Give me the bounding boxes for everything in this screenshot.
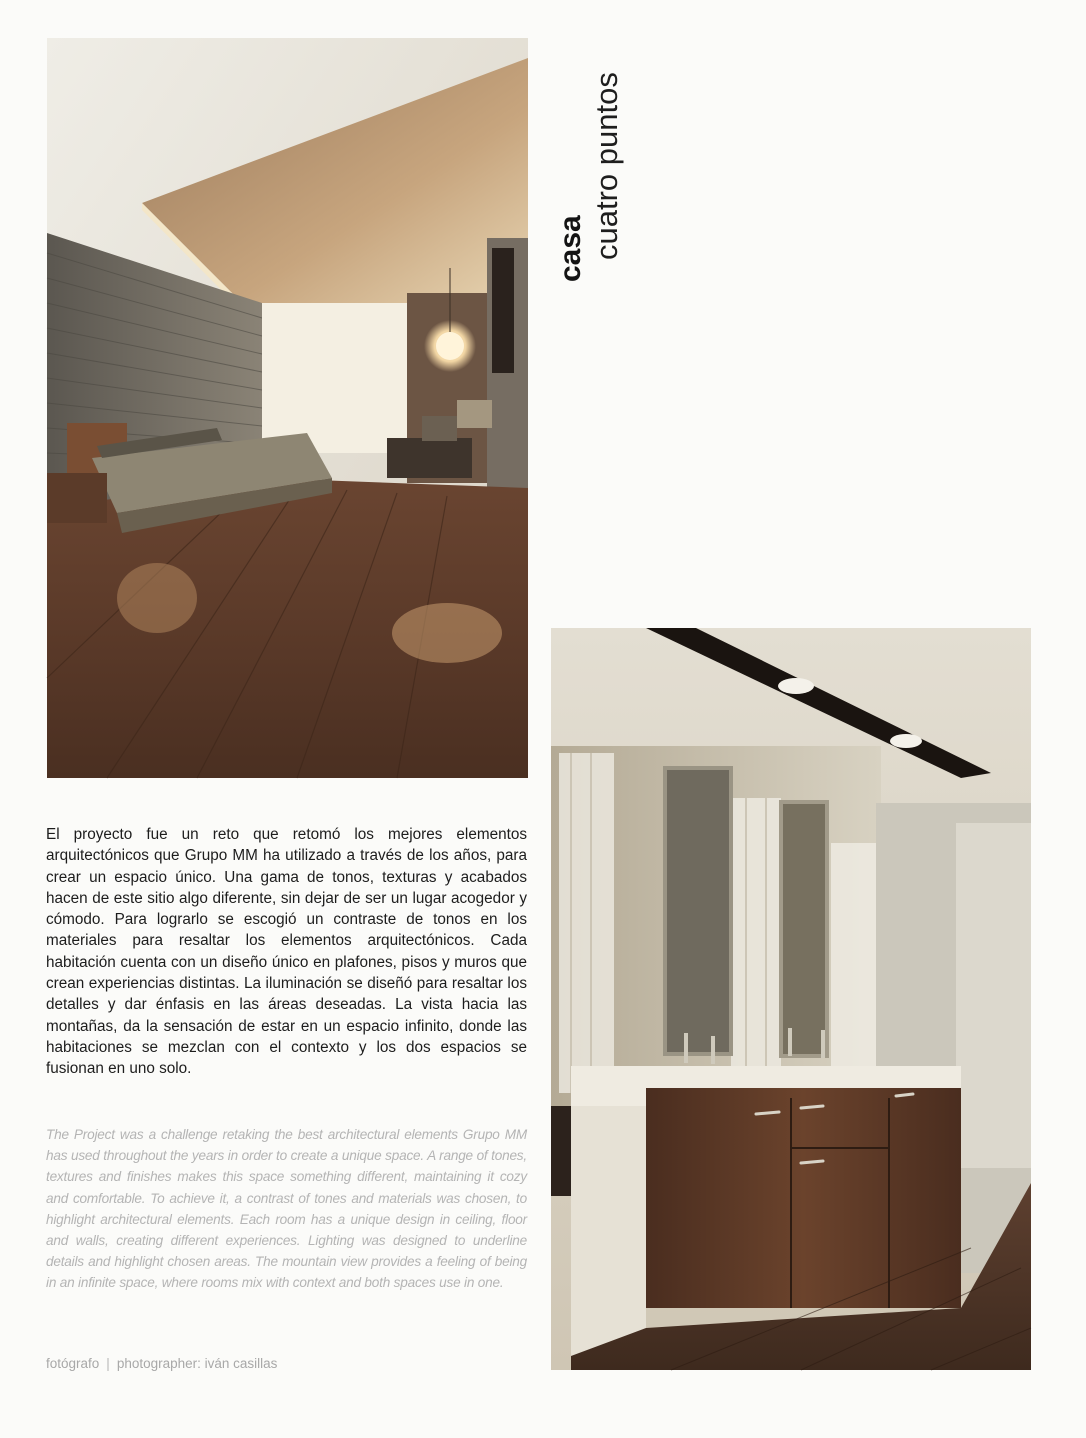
credit-label-spanish: fotógrafo <box>46 1356 100 1371</box>
credit-photographer-name: iván casillas <box>204 1356 278 1371</box>
credit-label-english: photographer: <box>116 1356 201 1371</box>
body-text-english: The Project was a challenge retaking the best architectural elements Grupo MM has used throughout the years in order to create a unique space. A range of tones, textures and finishes makes this space something different, maintaining it cozy and comfortable. To achieve it, a contrast of tones and materials was chosen, to highlight architectural elements. Each room has a unique design in ceiling, floor and walls, creating different experiences. Lighting was designed to underline details and highlight chosen areas. The mountain view provides a feeling of being in an infinite space, where rooms mix with context and both spaces use in one. <box>46 1127 527 1291</box>
body-text-spanish: El proyecto fue un reto que retomó los mejores elementos arquitectónicos que Grupo MM ha utilizado a través de los años, para crear un espacio único. Una gama de tonos, texturas y acabados hacen de este sitio algo diferente, sin dejar de ser un lugar acogedor y cómodo. Para lograrlo se escogió un contraste de tonos en los materiales para resaltar los elementos arquitectónicos. Cada habitación cuenta con un diseño único en plafones, pisos y muros que crean experiencias distintas. La iluminación se diseñó para resaltar los detalles y dar énfasis en las áreas deseadas. La vista hacia las montañas, da la sensación de estar en un espacio infinito, donde las habitaciones se mezclan con el contexto y los dos espacios se fusionan en uno solo. <box>46 826 527 1078</box>
photo-credit <box>46 1356 277 1371</box>
title-casa: casa <box>554 215 587 282</box>
credit-separator: | <box>106 1356 110 1371</box>
bathroom-photo <box>551 628 1031 1370</box>
bedroom-photo <box>47 38 528 778</box>
title-cuatro-puntos: cuatro puntos <box>589 72 624 260</box>
article-title <box>548 38 624 288</box>
